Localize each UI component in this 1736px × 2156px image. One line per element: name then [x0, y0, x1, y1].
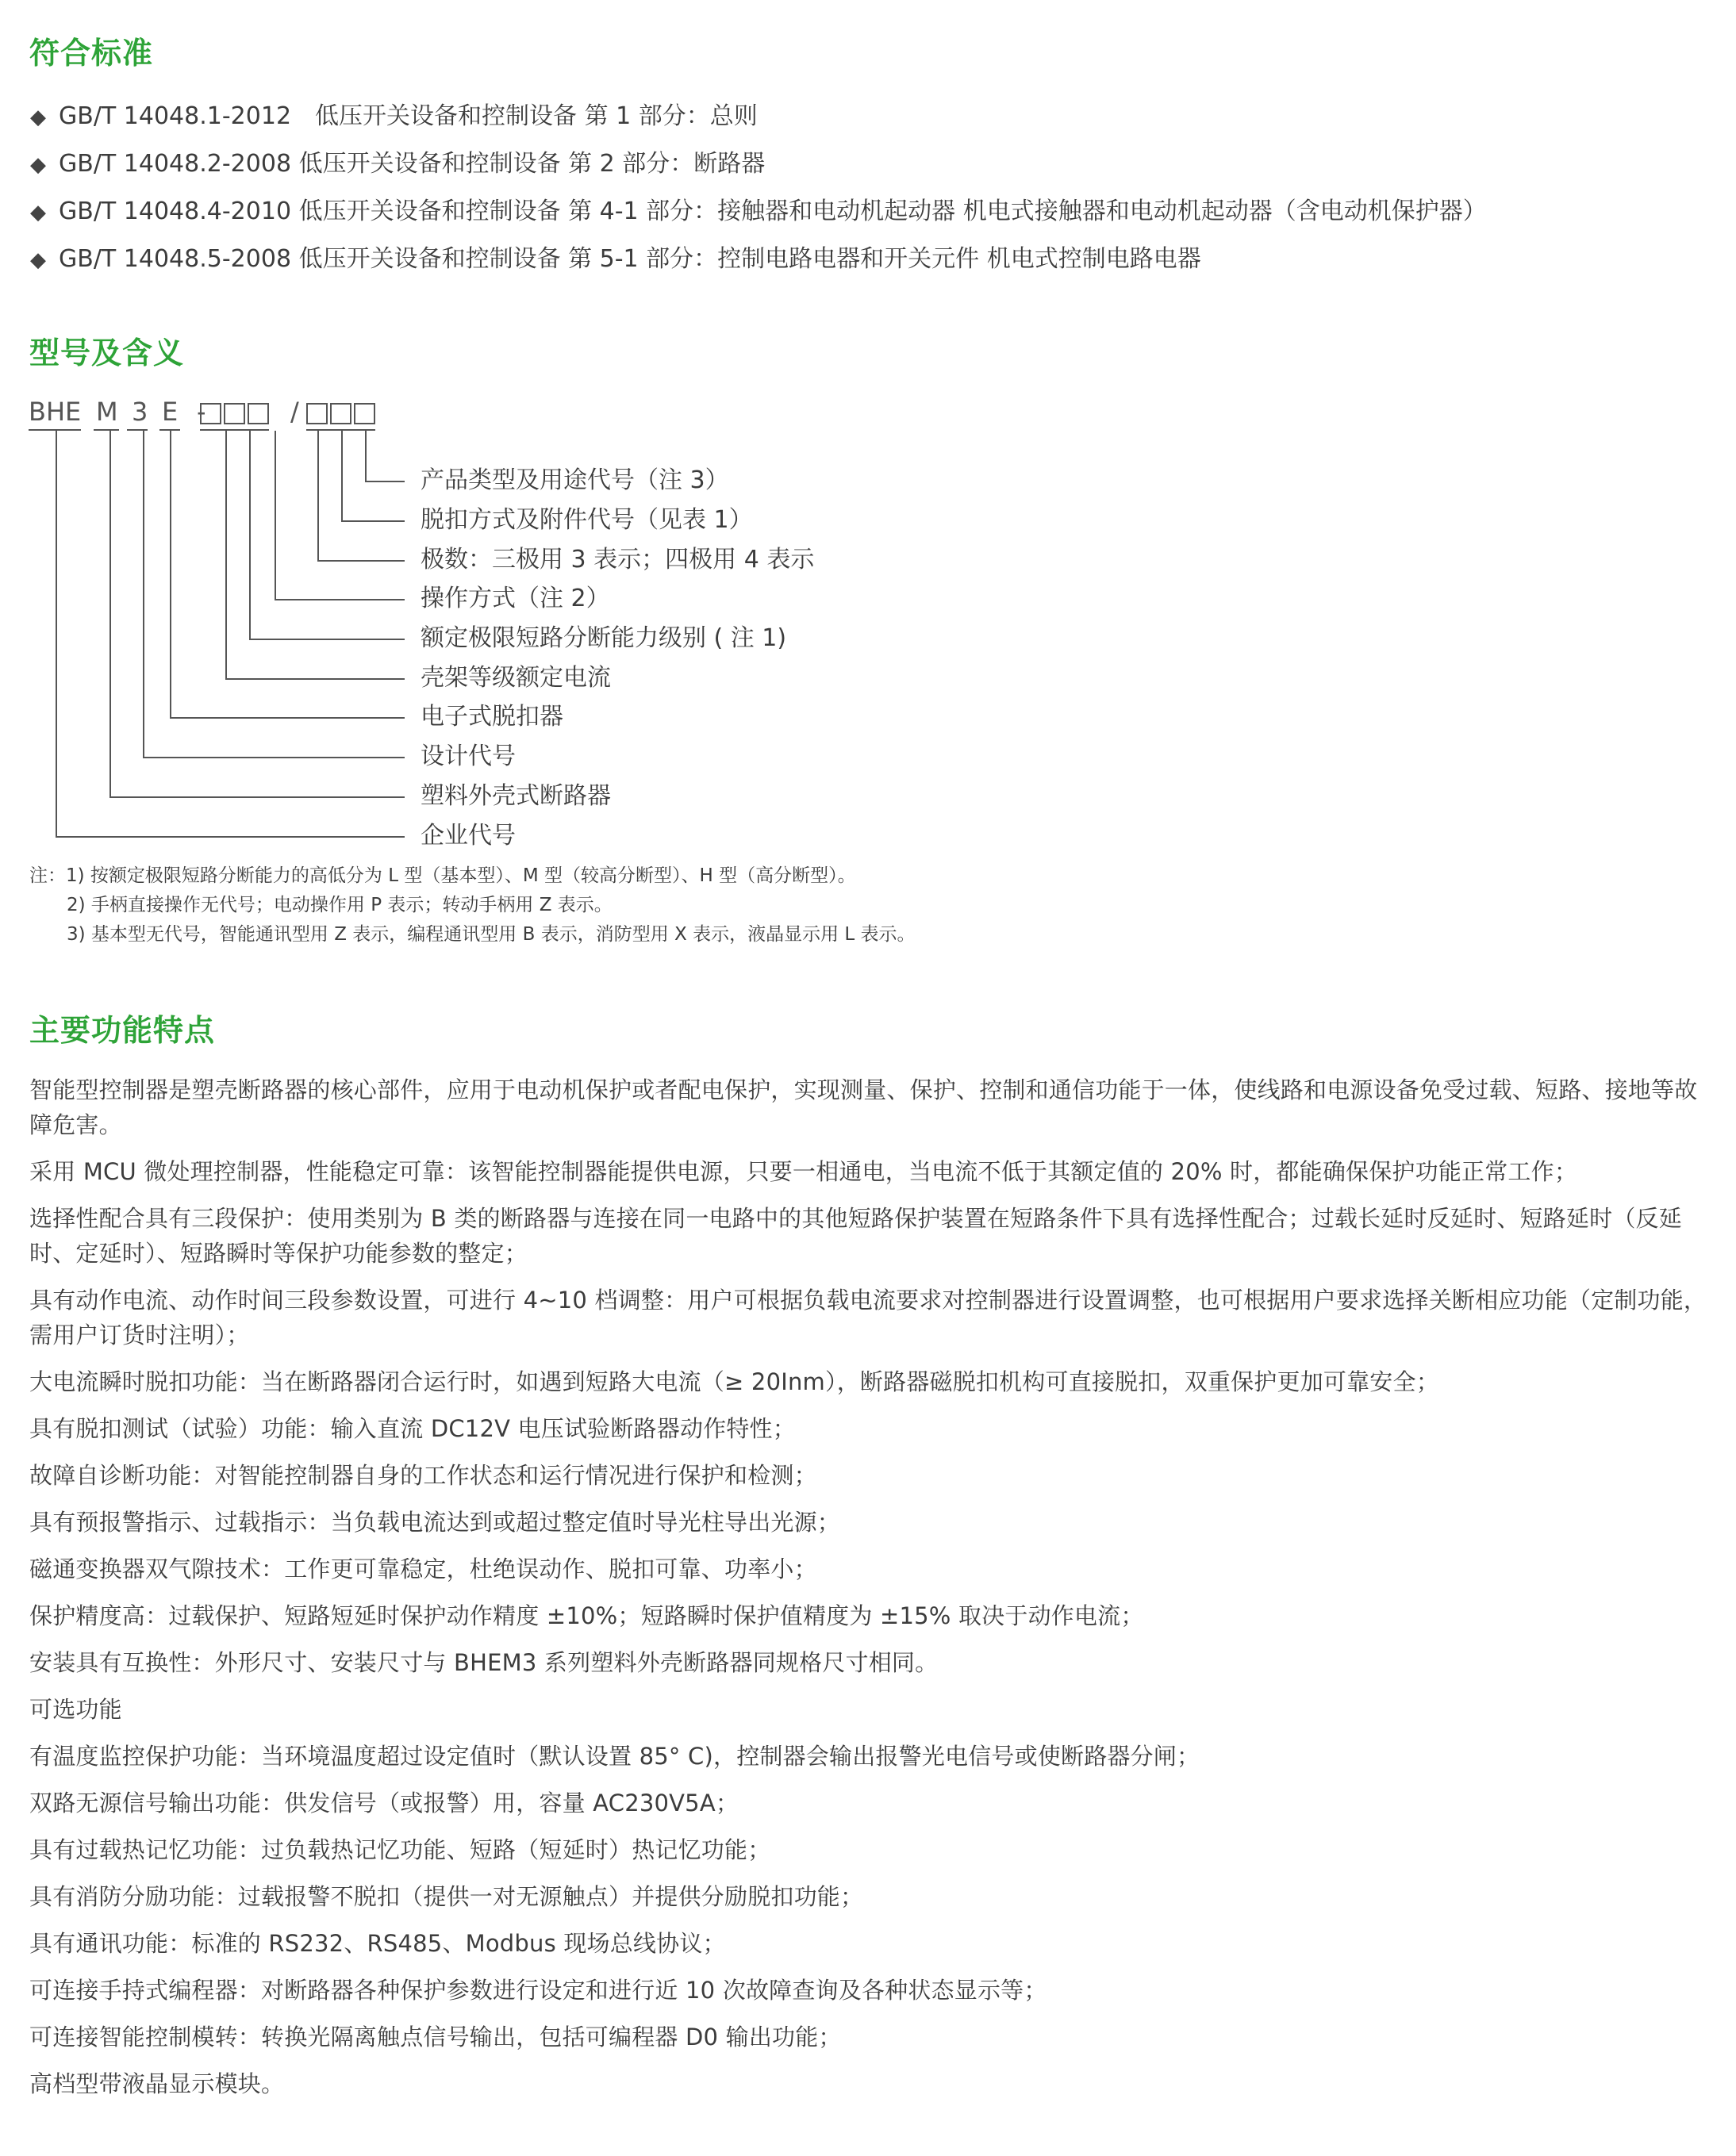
- feature-paragraph: 选择性配合具有三段保护：使用类别为 B 类的断路器与连接在同一电路中的其他短路保护装置在短路条件下具有选择性配合；过载长延时反延时、短路延时（反延时、定延时）、短路瞬时等保护功能参数的整定；: [29, 1205, 1682, 1267]
- feature-paragraph: 磁通变换器双气隙技术：工作更可靠稳定，杜绝误动作、脱扣可靠、功率小；: [29, 1556, 817, 1582]
- code-box-5: [330, 403, 351, 424]
- feature-paragraph: 大电流瞬时脱扣功能：当在断路器闭合运行时，如遇到短路大电流（≥ 20Inm），断路器磁脱扣机构可直接脱扣，双重保护更加可靠安全；: [29, 1368, 1439, 1395]
- meaning-electronic-release: 电子式脱扣器: [421, 703, 563, 731]
- connector: [317, 431, 319, 561]
- standard-text: GB/T 14048.2-2008 低压开关设备和控制设备 第 2 部分：断路器: [59, 150, 766, 178]
- section-title-model: 型号及含义: [29, 336, 185, 370]
- standard-text: GB/T 14048.1-2012 低压开关设备和控制设备 第 1 部分：总则: [59, 102, 758, 130]
- connector: [365, 481, 405, 482]
- meaning-poles: 极数：三极用 3 表示；四极用 4 表示: [421, 546, 815, 574]
- standard-text: GB/T 14048.4-2010 低压开关设备和控制设备 第 4-1 部分：接触器和电动机起动器 机电式接触器和电动机起动器（含电动机保护器）: [59, 198, 1487, 225]
- feature-paragraph: 智能型控制器是塑壳断路器的核心部件，应用于电动机保护或者配电保护，实现测量、保护、控制和通信功能于一体，使线路和电源设备免受过载、短路、接地等故障危害。: [29, 1076, 1698, 1138]
- feature-paragraph: 具有通讯功能：标准的 RS232、RS485、Modbus 现场总线协议；: [29, 1930, 726, 1957]
- code-electronic: E: [162, 397, 179, 427]
- section-title-features: 主要功能特点: [29, 1013, 216, 1048]
- connector: [170, 431, 171, 718]
- code-series: M: [96, 397, 118, 427]
- connector: [109, 431, 111, 797]
- code-box-3: [248, 403, 269, 424]
- connector: [143, 757, 405, 758]
- standard-text: GB/T 14048.5-2008 低压开关设备和控制设备 第 5-1 部分：控制电路电器和开关元件 机电式控制电路电器: [59, 245, 1201, 273]
- diamond-bullet-icon: ◆: [30, 105, 46, 129]
- connector: [170, 717, 405, 719]
- code-box-6: [354, 403, 375, 424]
- feature-paragraph: 具有脱扣测试（试验）功能：输入直流 DC12V 电压试验断路器动作特性；: [29, 1415, 796, 1442]
- connector: [317, 560, 405, 562]
- feature-paragraph: 采用 MCU 微处理控制器，性能稳定可靠：该智能控制器能提供电源，只要一相通电，当电流不低于其额定值的 20% 时，都能确保保护功能正常工作；: [29, 1158, 1578, 1185]
- code-box-4: [306, 403, 328, 424]
- connector: [249, 639, 405, 640]
- connector: [56, 431, 57, 837]
- underline: [127, 429, 148, 431]
- connector: [143, 431, 144, 758]
- meaning-product-type: 产品类型及用途代号（注 3）: [421, 466, 729, 494]
- feature-paragraph: 双路无源信号输出功能：供发信号（或报警）用，容量 AC230V5A；: [29, 1790, 739, 1816]
- connector: [275, 599, 405, 600]
- meaning-mccb: 塑料外壳式断路器: [421, 782, 611, 810]
- standards-list: [30, 93, 1487, 283]
- code-company: BHE: [29, 397, 82, 427]
- list-item: [30, 93, 1487, 140]
- feature-paragraph: 可连接智能控制模转：转换光隔离触点信号输出，包括可编程器 D0 输出功能；: [29, 2024, 842, 2051]
- note-2: 2) 手柄直接操作无代号；电动操作用 P 表示；转动手柄用 Z 表示。: [67, 895, 613, 915]
- code-design: 3: [132, 397, 148, 427]
- feature-paragraph: 具有消防分励功能：过载报警不脱扣（提供一对无源触点）并提供分励脱扣功能；: [29, 1883, 864, 1910]
- connector: [365, 431, 367, 481]
- diamond-bullet-icon: ◆: [30, 248, 46, 272]
- feature-paragraph: 安装具有互换性：外形尺寸、安装尺寸与 BHEM3 系列塑料外壳断路器同规格尺寸相同。: [29, 1649, 939, 1676]
- optional-functions-heading: 可选功能: [29, 1696, 122, 1723]
- code-box-2: [224, 403, 245, 424]
- list-item: [30, 140, 1487, 188]
- feature-paragraph: 具有过载热记忆功能：过负载热记忆功能、短路（短延时）热记忆功能；: [29, 1836, 771, 1863]
- feature-paragraph: 有温度监控保护功能：当环境温度超过设定值时（默认设置 85° C)，控制器会输出报警光电信号或使断路器分闸；: [29, 1743, 1200, 1770]
- connector: [56, 836, 405, 838]
- connector: [225, 678, 405, 680]
- feature-paragraph: 具有预报警指示、过载指示：当负载电流达到或超过整定值时导光柱导出光源；: [29, 1509, 841, 1536]
- feature-paragraph: 可连接手持式编程器：对断路器各种保护参数进行设定和进行近 10 次故障查询及各种状态显示等；: [29, 1977, 1047, 2004]
- connector: [225, 431, 227, 679]
- connector: [275, 431, 276, 600]
- connector: [109, 796, 405, 798]
- code-dash: -: [197, 397, 206, 427]
- list-item: [30, 236, 1487, 283]
- code-box-1: [200, 403, 221, 424]
- meaning-company-code: 企业代号: [421, 822, 516, 850]
- diamond-bullet-icon: ◆: [30, 201, 46, 224]
- diamond-bullet-icon: ◆: [30, 153, 46, 177]
- meaning-operation: 操作方式（注 2）: [421, 585, 610, 612]
- feature-paragraph: 具有动作电流、动作时间三段参数设置，可进行 4~10 档调整：用户可根据负载电流要求对控制器进行设置调整，也可根据用户要求选择关断相应功能（定制功能，需用户订货时注明）；: [29, 1287, 1707, 1348]
- features-list: [29, 1072, 1707, 2113]
- meaning-breaking-level: 额定极限短路分断能力级别 ( 注 1): [421, 624, 787, 652]
- feature-paragraph: 保护精度高：过载保护、短路短延时保护动作精度 ±10%；短路瞬时保护值精度为 ±15% 取决于动作电流；: [29, 1602, 1144, 1629]
- note-1: 注：1) 按额定极限短路分断能力的高低分为 L 型（基本型）、M 型（较高分断型）、H 型（高分断型）。: [29, 865, 856, 886]
- connector: [341, 520, 405, 522]
- meaning-frame-current: 壳架等级额定电流: [421, 664, 611, 692]
- model-notes: [29, 861, 916, 949]
- section-title-standards: 符合标准: [29, 36, 154, 71]
- underline: [29, 429, 81, 431]
- connector: [249, 431, 251, 639]
- note-3: 3) 基本型无代号，智能通讯型用 Z 表示，编程通讯型用 B 表示，消防型用 X 表示，液晶显示用 L 表示。: [67, 924, 916, 945]
- meaning-design-code: 设计代号: [421, 742, 516, 770]
- underline: [200, 429, 269, 431]
- feature-paragraph: 高档型带液晶显示模块。: [29, 2070, 285, 2097]
- code-slash: /: [290, 397, 299, 427]
- feature-paragraph: 故障自诊断功能：对智能控制器自身的工作状态和运行情况进行保护和检测；: [29, 1462, 817, 1489]
- underline: [94, 429, 119, 431]
- connector: [341, 431, 343, 521]
- meaning-trip-accessory: 脱扣方式及附件代号（见表 1）: [421, 506, 753, 534]
- list-item: [30, 188, 1487, 236]
